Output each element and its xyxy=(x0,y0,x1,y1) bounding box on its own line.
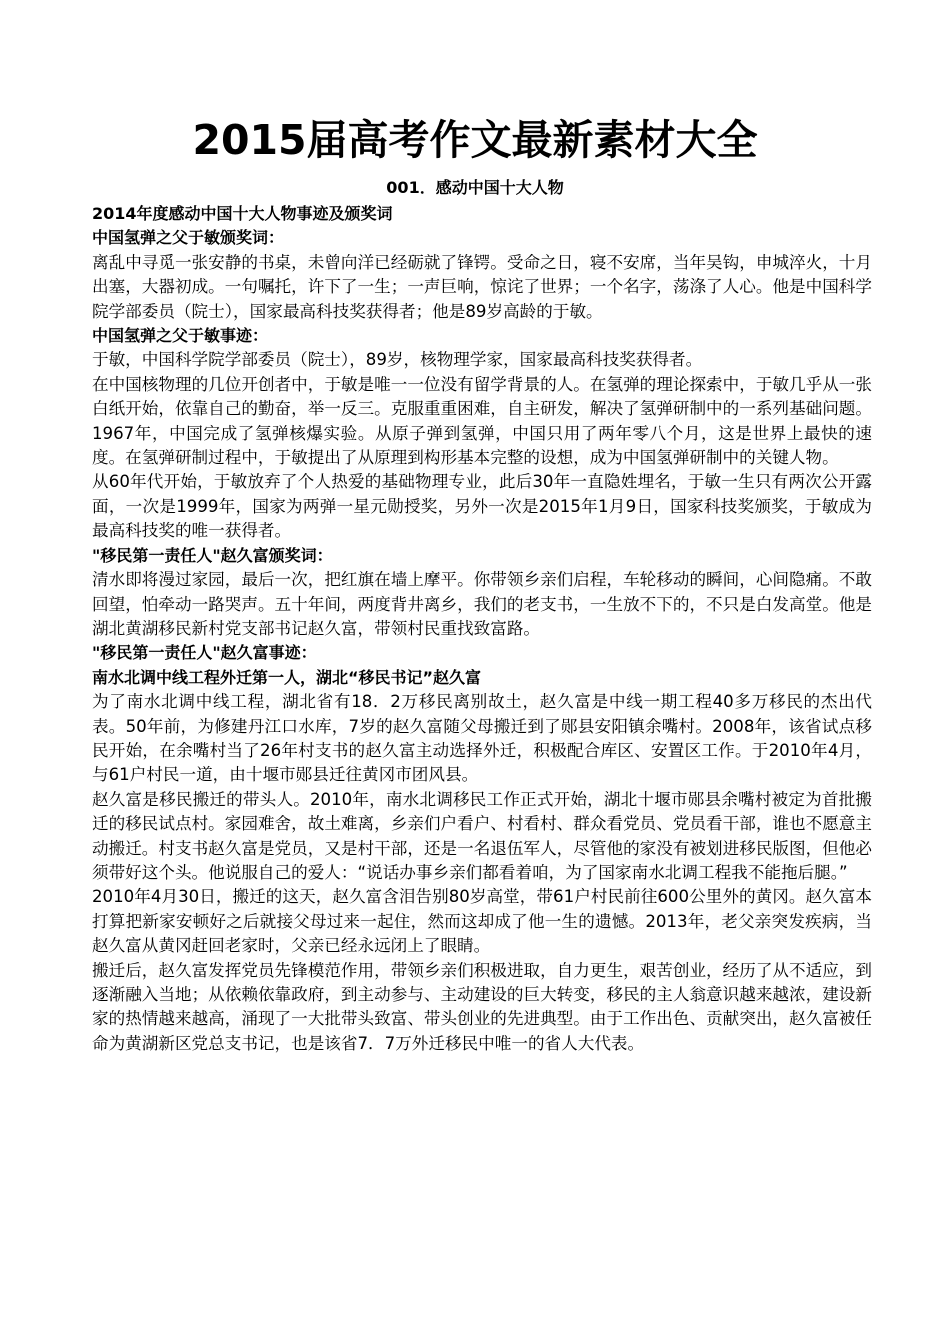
zhaojiufu-relocation-paragraph: 2010年4月30日，搬迁的这天，赵久富含泪告别80岁高堂，带61户村民前往600公里外的黄冈。赵久富本打算把新家安顿好之后就接父母过来一起住，然而这却成了他一生的遗憾。2013年，老父亲突发疾病，当赵久富从黄冈赶回老家时，父亲已经永远闭上了眼睛。 xyxy=(92,887,872,956)
document-title: 2015届高考作文最新素材大全 xyxy=(192,116,758,164)
zhaojiufu-intro-paragraph: 为了南水北调中线工程，湖北省有18．2万移民离别故土，赵久富是中线一期工程40多万移民的杰出代表。50年前，为修建丹江口水库，7岁的赵久富随父母搬迁到了郧县安阳镇余嘴村。2008年，该省试点移民开始，在余嘴村当了26年村支书的赵久富主动选择外迁，积极配合库区、安置区工作。于2010年4月，与61户村民一道，由十堰市郧县迁往黄冈市团风县。 xyxy=(92,692,872,785)
zhaojiufu-deeds-heading: "移民第一责任人"赵久富事迹： xyxy=(92,643,317,663)
yumin-award-paragraph: 离乱中寻觅一张安静的书桌，未曾向洋已经砺就了锋锷。受命之日，寝不安席，当年吴钩，申城淬火，十月出塞，大器初成。一句嘱托，许下了一生；一声巨响，惊诧了世界；一个名字，荡涤了人心。他是中国科学院学部委员（院士），国家最高科技奖获得者；他是89岁高龄的于敏。 xyxy=(92,252,872,321)
yumin-award-heading: 中国氢弹之父于敏颁奖词： xyxy=(92,228,285,248)
yumin-career-paragraph: 从60年代开始，于敏放弃了个人热爱的基础物理专业，此后30年一直隐姓埋名，于敏一生只有两次公开露面，一次是1999年，国家为两弹一星元勋授奖，另外一次是2015年1月9日，国家科技奖颁奖，于敏成为最高科技奖的唯一获得者。 xyxy=(92,472,872,541)
zhaojiufu-leader-paragraph: 赵久富是移民搬迁的带头人。2010年，南水北调移民工作正式开始，湖北十堰市郧县余嘴村被定为首批搬迁的移民试点村。家园难舍，故土难离，乡亲们户看户、村看村、群众看党员、党员看干部，谁也不愿意主动搬迁。村支书赵久富是党员，又是村干部，还是一名退伍军人，尽管他的家没有被划进移民版图，但他必须带好这个头。他说服自己的爱人：“说话办事乡亲们都看着咱，为了国家南水北调工程我不能拖后腿。” xyxy=(92,789,872,882)
section-title: 001．感动中国十大人物 xyxy=(386,178,564,197)
zhaojiufu-achievement-paragraph: 搬迁后，赵久富发挥党员先锋模范作用，带领乡亲们积极进取，自力更生，艰苦创业，经历了从不适应，到逐渐融入当地；从依赖依靠政府，到主动参与、主动建设的巨大转变，移民的主人翁意识越来越浓，建设新家的热情越来越高，涌现了一大批带头致富、带头创业的先进典型。由于工作出色、贡献突出，赵久富被任命为黄湖新区党总支书记，也是该省7．7万外迁移民中唯一的省人大代表。 xyxy=(92,960,872,1053)
zhaojiufu-subtitle: 南水北调中线工程外迁第一人，湖北“移民书记”赵久富 xyxy=(92,667,482,687)
zhaojiufu-award-paragraph: 清水即将漫过家园，最后一次，把红旗在墙上摩平。你带领乡亲们启程，车轮移动的瞬间，心间隐痛。不敢回望，怕牵动一路哭声。五十年间，两度背井离乡，我们的老支书，一生放不下的，不只是白发高堂。他是湖北黄湖移民新村党支部书记赵久富，带领村民重找致富路。 xyxy=(92,570,872,638)
yumin-research-paragraph: 在中国核物理的几位开创者中，于敏是唯一一位没有留学背景的人。在氢弹的理论探索中，于敏几乎从一张白纸开始，依靠自己的勤奋，举一反三。克服重重困难，自主研发，解决了氢弹研制中的一系列基础问题。1967年，中国完成了氢弹核爆实验。从原子弹到氢弹，中国只用了两年零八个月，这是世界上最快的速度。在氢弹研制过程中，于敏提出了从原理到构形基本完整的设想，成为中国氢弹研制中的关键人物。 xyxy=(92,374,872,468)
yumin-deeds-heading: 中国氢弹之父于敏事迹： xyxy=(92,326,269,346)
document-body xyxy=(92,202,872,1056)
award-list-heading: 2014年度感动中国十大人物事迹及颁奖词 xyxy=(92,204,393,223)
yumin-intro-paragraph: 于敏，中国科学院学部委员（院士），89岁，核物理学家，国家最高科技奖获得者。 xyxy=(92,350,703,370)
zhaojiufu-award-heading: "移民第一责任人"赵久富颁奖词： xyxy=(92,545,333,565)
